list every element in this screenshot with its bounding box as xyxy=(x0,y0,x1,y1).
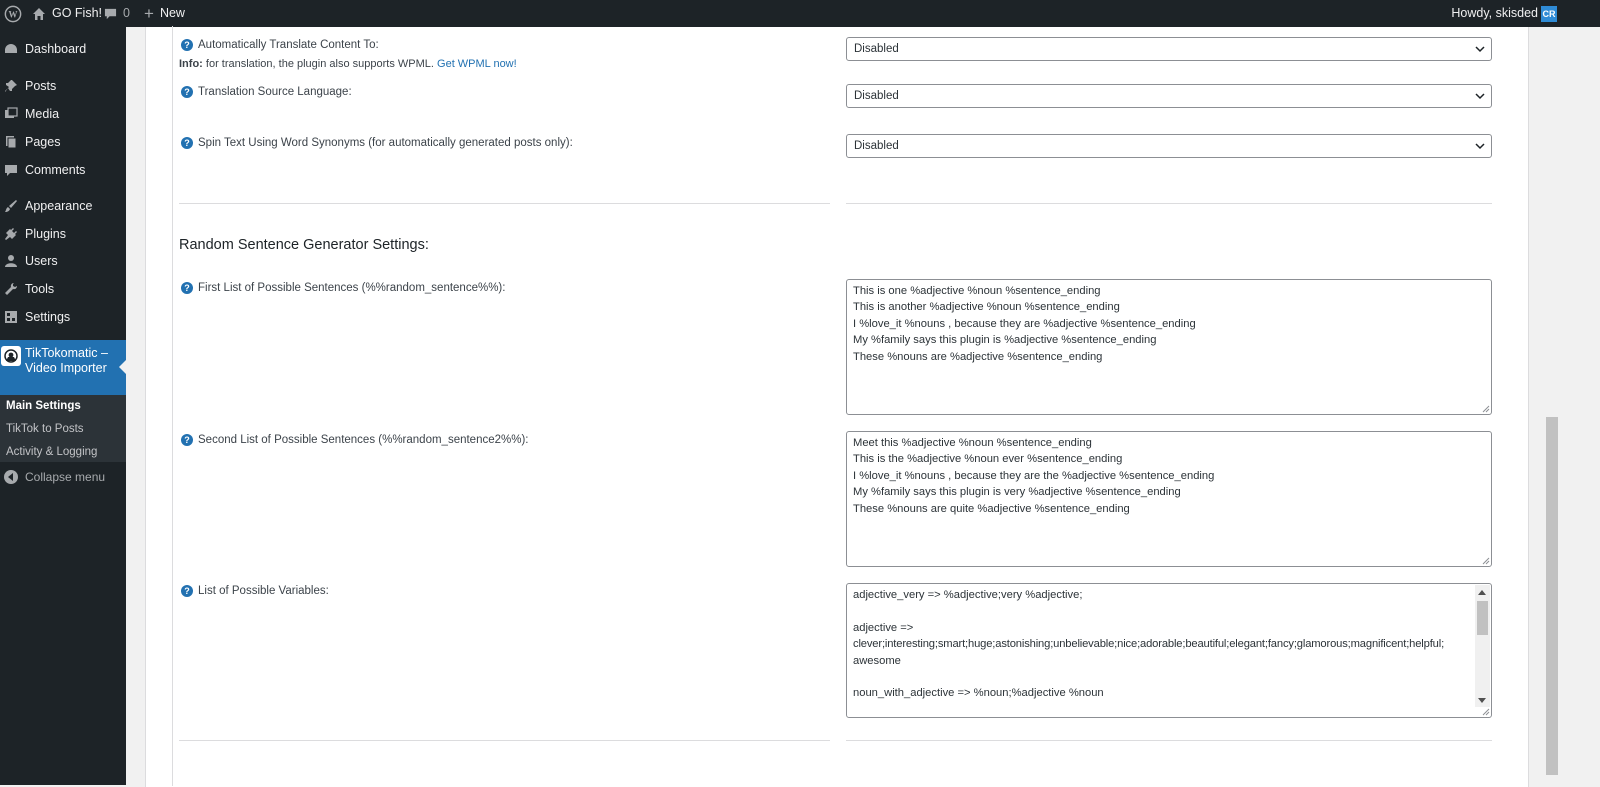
sidebar-item-label: Users xyxy=(25,254,58,268)
spin-text-select[interactable]: Disabled xyxy=(846,134,1492,158)
second-list-textarea[interactable]: Meet this %adjective %noun %sentence_ending This is the %adjective %noun ever %sentence_ending I %love_it %nouns , because they are the %adjective %sentence_ending My %family says this plugin is very %adjective %sentence_ending These %nouns are quite %adjective %sentence_ending xyxy=(846,431,1492,567)
site-name: GO Fish! xyxy=(52,6,103,20)
sidebar-item-pages[interactable] xyxy=(0,128,126,156)
sidebar-item-plugins[interactable] xyxy=(0,220,126,248)
sidebar-item-label: Comments xyxy=(25,163,86,177)
new-content-link[interactable] xyxy=(144,0,185,27)
sidebar-item-settings[interactable] xyxy=(0,303,126,331)
sidebar-item-label: Settings xyxy=(25,310,71,324)
plugin-icon xyxy=(4,227,18,241)
first-list-label: First List of Possible Sentences (%%random_sentence%%): xyxy=(198,282,506,294)
textarea-scrollbar[interactable] xyxy=(1475,585,1490,707)
media-icon xyxy=(4,107,18,121)
resize-handle-icon[interactable] xyxy=(1482,557,1490,565)
wpml-info: Info: for translation, the plugin also supports WPML. Get WPML now! xyxy=(179,58,517,70)
source-language-select[interactable]: Disabled xyxy=(846,84,1492,108)
sidebar-item-label: Plugins xyxy=(25,227,66,241)
sidebar-item-label: Appearance xyxy=(25,199,93,213)
sidebar-item-tiktokomatic[interactable] xyxy=(0,340,126,395)
sidebar-item-dashboard[interactable] xyxy=(0,35,126,63)
submenu xyxy=(0,395,126,462)
help-icon[interactable]: ? xyxy=(181,39,193,51)
admin-bar xyxy=(0,0,1600,27)
sidebar-item-comments[interactable] xyxy=(0,156,126,184)
submenu-item-activity-logging[interactable]: Activity & Logging xyxy=(6,446,98,458)
submenu-item-tiktok-to-posts[interactable]: TikTok to Posts xyxy=(6,423,84,435)
source-language-label: Translation Source Language: xyxy=(198,86,352,98)
scroll-down-icon[interactable] xyxy=(1478,698,1486,703)
home-icon xyxy=(32,7,46,21)
translate-select[interactable]: Disabled xyxy=(846,37,1492,61)
scrollbar-thumb[interactable] xyxy=(1477,601,1488,635)
chevron-down-icon xyxy=(1475,141,1485,151)
account-menu[interactable] xyxy=(1451,0,1538,27)
settings-icon xyxy=(4,310,18,324)
comments-link[interactable] xyxy=(104,0,130,27)
get-wpml-link[interactable]: Get WPML now! xyxy=(437,58,517,70)
spin-text-label-row xyxy=(181,137,573,149)
sidebar-item-label: Pages xyxy=(25,135,61,149)
variables-textarea[interactable]: adjective_very => %adjective;very %adjective; adjective => clever;interesting;smart;huge;astonishing;unbelievable;nice;adorable;beautiful;elegant;fancy;glamorous;magnificent;helpful; awesome noun_with_adjective => %noun;%adjective %noun xyxy=(846,583,1492,718)
sidebar-item-label: Tools xyxy=(25,282,55,296)
first-list-label-row xyxy=(181,282,505,294)
sidebar-item-label: Posts xyxy=(25,79,57,93)
pushpin-icon xyxy=(4,79,18,93)
site-name-link[interactable] xyxy=(32,0,102,27)
spin-text-label: Spin Text Using Word Synonyms (for automatically generated posts only): xyxy=(198,137,573,149)
wrench-icon xyxy=(4,282,18,296)
sidebar-item-posts[interactable] xyxy=(0,72,126,100)
tiktokomatic-logo-icon xyxy=(1,346,21,366)
dashboard-icon xyxy=(4,42,18,56)
paintbrush-icon xyxy=(4,199,18,213)
translate-label-row xyxy=(181,39,379,51)
scroll-up-icon[interactable] xyxy=(1478,590,1486,595)
comments-count: 0 xyxy=(123,6,130,20)
avatar[interactable]: CR xyxy=(1541,6,1557,22)
chevron-down-icon xyxy=(1475,91,1485,101)
resize-handle-icon[interactable] xyxy=(1482,708,1490,716)
source-language-label-row xyxy=(181,86,352,98)
collapse-label: Collapse menu xyxy=(25,470,106,484)
sidebar-item-tools[interactable] xyxy=(0,275,126,303)
active-menu-arrow xyxy=(119,359,127,375)
sidebar-item-appearance[interactable] xyxy=(0,192,126,220)
divider xyxy=(846,203,1492,204)
help-icon[interactable]: ? xyxy=(181,86,193,98)
new-label: New xyxy=(159,6,185,20)
variables-label: List of Possible Variables: xyxy=(198,585,329,597)
divider xyxy=(179,740,830,741)
howdy-text: Howdy, skisded xyxy=(1451,6,1538,20)
chevron-down-icon xyxy=(1475,44,1485,54)
translate-label: Automatically Translate Content To: xyxy=(198,39,379,51)
sidebar-item-label: Dashboard xyxy=(25,42,87,56)
collapse-menu-button[interactable] xyxy=(0,467,105,487)
pages-icon xyxy=(4,135,18,149)
collapse-icon xyxy=(4,470,18,484)
divider xyxy=(179,203,830,204)
plus-icon: + xyxy=(144,4,154,23)
help-icon[interactable]: ? xyxy=(181,434,193,446)
page-scrollbar-thumb[interactable] xyxy=(1546,417,1558,775)
first-list-textarea[interactable]: This is one %adjective %noun %sentence_ending This is another %adjective %noun %sentence_ending I %love_it %nouns , because they are %adjective %sentence_ending My %family says this plugin is %adjective %sentence_ending These %nouns are %adjective %sentence_ending xyxy=(846,279,1492,415)
sidebar-item-users[interactable] xyxy=(0,247,126,275)
help-icon[interactable]: ? xyxy=(181,585,193,597)
section-title: Random Sentence Generator Settings: xyxy=(179,237,429,253)
page-scrollbar[interactable] xyxy=(1544,27,1560,785)
second-list-label: Second List of Possible Sentences (%%random_sentence2%%): xyxy=(198,434,529,446)
submenu-item-main-settings[interactable]: Main Settings xyxy=(6,400,81,412)
divider xyxy=(846,740,1492,741)
wordpress-logo-icon[interactable] xyxy=(4,0,24,27)
variables-label-row xyxy=(181,585,329,597)
admin-sidebar xyxy=(0,27,126,785)
sidebar-item-label: Media xyxy=(25,107,60,121)
svg-text:W: W xyxy=(8,9,18,20)
comment-icon xyxy=(104,7,117,20)
user-icon xyxy=(4,254,18,268)
second-list-label-row xyxy=(181,434,529,446)
resize-handle-icon[interactable] xyxy=(1482,405,1490,413)
comment-icon xyxy=(4,163,18,177)
help-icon[interactable]: ? xyxy=(181,282,193,294)
sidebar-item-label: TikTokomatic – Video Importer xyxy=(25,346,108,375)
help-icon[interactable]: ? xyxy=(181,137,193,149)
sidebar-item-media[interactable] xyxy=(0,100,126,128)
